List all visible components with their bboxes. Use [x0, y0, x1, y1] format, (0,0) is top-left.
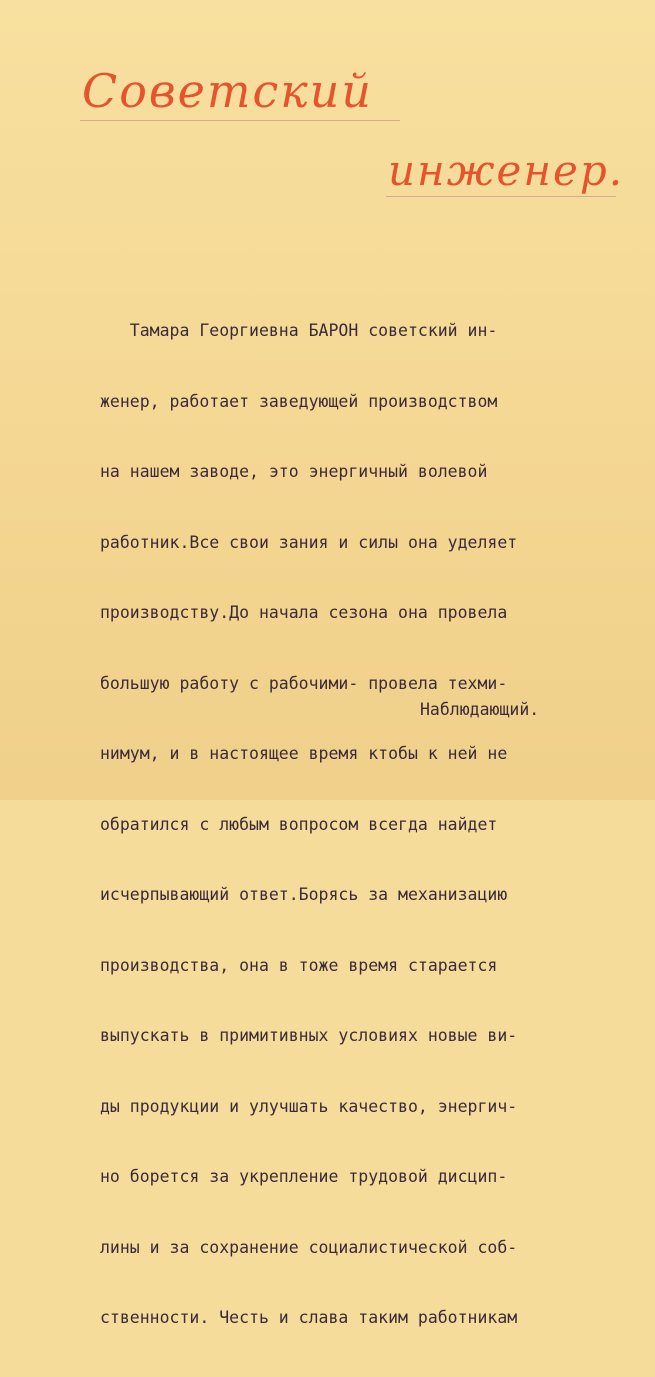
handwritten-title-line-2: инженер. [388, 146, 625, 195]
body-line: женер, работает заведующей производством [100, 391, 498, 411]
title-underline-2 [386, 196, 616, 197]
body-line: производства, она в тоже время старается [100, 955, 498, 975]
body-line: Тамара Георгиевна БАРОН советский ин- [100, 321, 498, 340]
signature: Наблюдающий. [420, 700, 540, 719]
body-line: на нашем заводе, это энергичный волевой [100, 462, 488, 481]
body-line: производству.До начала сезона она провела [100, 603, 508, 622]
typed-body-text [100, 272, 580, 1377]
body-line: большую работу с рабочими- провела техми- [100, 673, 508, 693]
body-line: работник.Все свои зания и силы она уделяет [100, 532, 518, 552]
body-line: но борется за укрепление трудовой дисцип- [100, 1167, 508, 1186]
body-line: лины и за сохранение социалистической соб- [100, 1237, 518, 1257]
body-line: ственности. Честь и слава таким работникам [100, 1308, 518, 1327]
handwritten-title-line-1: Советский [82, 64, 373, 118]
body-line: выпускать в примитивных условиях новые ви- [100, 1026, 518, 1045]
body-line: исчерпывающий ответ.Борясь за механизацию [100, 885, 508, 904]
body-line: нимум, и в настоящее время ктобы к ней не [100, 744, 508, 763]
title-underline-1 [80, 120, 400, 121]
body-line: обратился с любым вопросом всегда найдет [100, 814, 498, 834]
body-line: ды продукции и улучшать качество, энергич- [100, 1096, 518, 1116]
